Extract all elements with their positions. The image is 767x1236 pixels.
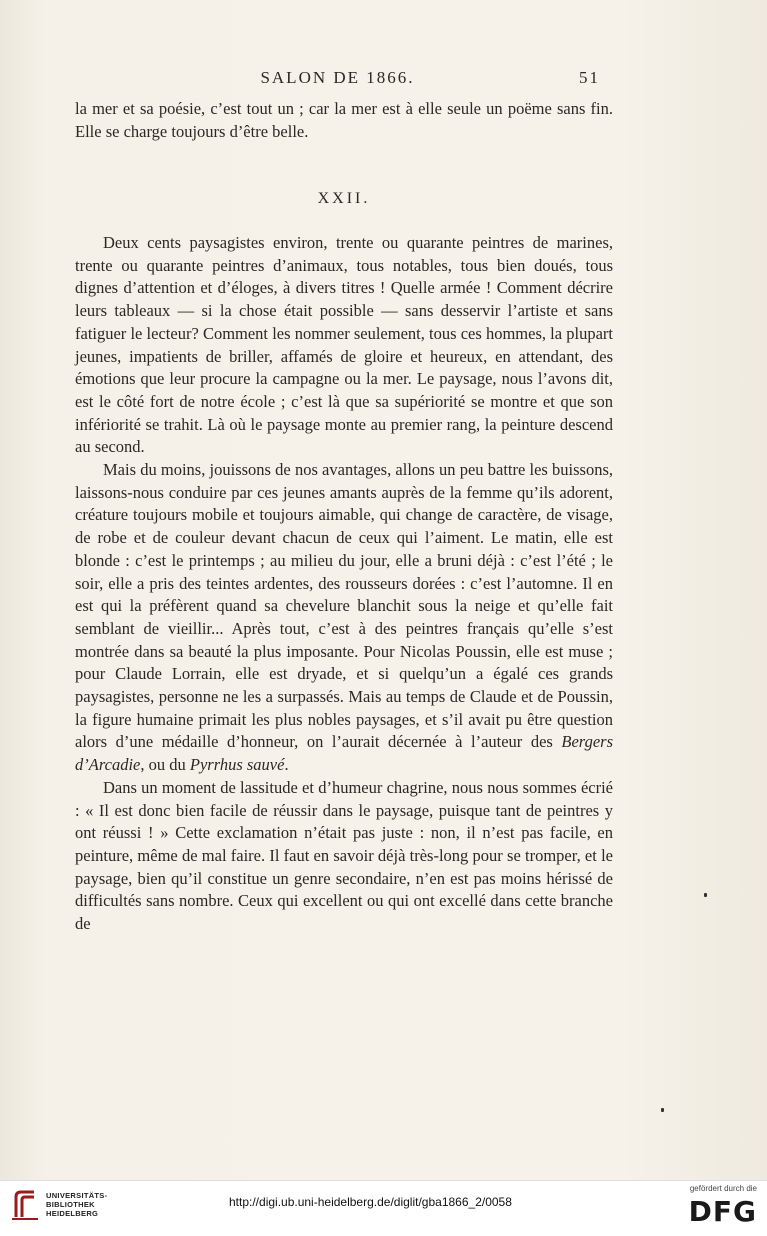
library-name-line: UNIVERSITÄTS- (46, 1191, 108, 1200)
ink-speck (704, 893, 707, 897)
ink-speck (661, 1108, 664, 1112)
library-name-line: HEIDELBERG (46, 1209, 99, 1218)
dfg-logo: DFG (688, 1195, 757, 1228)
opening-text: la mer et sa poésie, c’est tout un ; car la mer est à elle seule un poëme sans fin. Elle se charge toujours d’être belle. (75, 99, 613, 141)
footer-bar (0, 1180, 767, 1236)
paragraph-3: Dans un moment de lassitude et d’humeur chagrine, nous nous sommes écrié : « Il est donc bien facile de réussir dans le paysage, puisque tant de peintres y ont réussi ! » Cette exclamation n’était pas juste : non, il n’est pas facile, en peinture, même de mal faire. Il faut en savoir déjà très-long pour se tromper, et le paysage, bien qu’il constitue un genre secondaire, n’en est pas moins hérissé de difficultés sans nombre. Ceux qui excellent ou qui ont excellé dans cette branche de (75, 777, 613, 934)
paragraph-2-text: Mais du moins, jouissons de nos avantages, allons un peu battre les buissons, laissons-nous conduire par ces jeunes amants auprès de la femme qu’ils adorent, créature toujours mobile et toujours aimable, qui change de caractère, de visage, de robe et de couleur devant chacun de ceux qui l’aiment. Le matin, elle est blonde : c’est le printemps ; au milieu du jour, elle a bruni déjà : c’est l’été ; le soir, elle a pris des teintes ardentes, des rousseurs dorées : c’est l’automne. Il en est qui la préfèrent quand sa chevelure blanchit sous la neige et qu’elle fait semblant de vieillir... Après tout, c’est à des peintres français qu’elle s’est montrée dans sa beauté la plus imposante. Pour Nicolas Poussin, elle est muse ; pour Claude Lorrain, elle est dryade, et si quelqu’un a égalé ces grands paysagistes, personne ne les a surpassés. Mais au temps de Claude et de Poussin, la figure humaine primait les plus nobles paysages, et s’il avait pu être question alors d’une médaille d’honneur, on l’aurait décernée à l’auteur des (75, 460, 613, 752)
permalink-url[interactable]: http://digi.ub.uni-heidelberg.de/diglit/gba1866_2/0058 (229, 1195, 512, 1209)
paragraph-2-end: . (284, 755, 289, 775)
running-title: SALON DE 1866. (260, 68, 415, 87)
work-title-bergers: Bergers d’Arcadie (75, 732, 613, 775)
library-name (46, 1191, 107, 1218)
section-heading: XXII. (317, 190, 371, 207)
body-text (75, 232, 613, 936)
page-number: 51 (579, 68, 600, 87)
library-name-line: BIBLIOTHEK (46, 1200, 95, 1209)
continued-paragraph (75, 98, 613, 143)
paragraph-2-connector: , ou du (140, 755, 190, 775)
funded-by-label: gefördert durch die (689, 1184, 757, 1193)
paragraph-2 (75, 459, 613, 777)
work-title-pyrrhus: Pyrrhus sauvé (189, 755, 285, 775)
running-head (75, 68, 600, 90)
paragraph-1: Deux cents paysagistes environ, trente ou quarante peintres de marines, trente ou quarante peintres d’animaux, tous notables, tous bien doués, tous dignes d’attention et d’éloges, à divers titres ! Quelle armée ! Comment décrire leurs tableaux — si la chose était possible — sans desservir l’artiste et sans fatiguer le lecteur? Comment les nommer seulement, tous ces hommes, la plupart jeunes, impatients de briller, affamés de gloire et heureux, en attendant, des émotions que leur procure la campagne ou la mer. Le paysage, nous l’avons dit, est le côté fort de notre école ; c’est là que sa supériorité se montre et que son infériorité se trahit. Là où le paysage monte au premier rang, la peinture descend au second. (75, 233, 613, 457)
library-logo-icon (8, 1187, 44, 1223)
